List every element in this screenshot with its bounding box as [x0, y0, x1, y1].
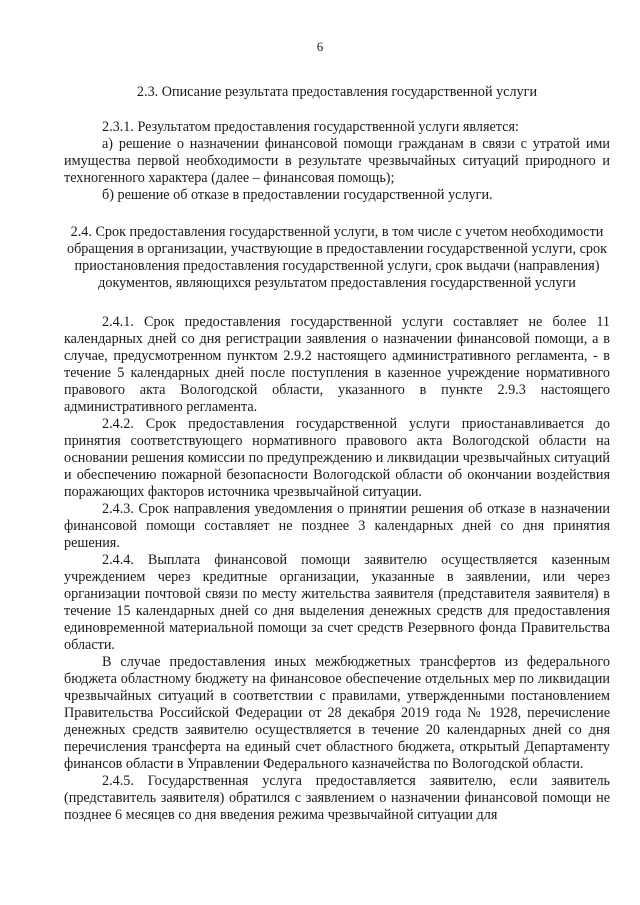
page-number: 6	[316, 39, 324, 54]
paragraph-2-3-1-b: б) решение об отказе в предоставлении государственной услуги.	[102, 187, 493, 203]
paragraph-2-4-4-transfers: В случае предоставления иных межбюджетных трансфертов из федерального бюджета областному бюджету на финансовое обеспечение отдельных мер по ликвидации чрезвычайных ситуаций в соответствии с правилами, утвержденными постановлением Правительства Российской Федерации от 28 декабря 2019 года № 1928, перечисление денежных средств заявителю осуществляется в течение 20 календарных дней со дня перечисления трансферта на единый счет областного бюджета, открытый Департаменту финансов области в Управлении Федерального казначейства по Вологодской области.	[64, 654, 610, 772]
paragraph-2-3-1-a: а) решение о назначении финансовой помощи гражданам в связи с утратой ими имущества первой необходимости в результате чрезвычайных ситуаций природного и техногенного характера (далее – финансовая помощь);	[64, 136, 610, 186]
paragraph-2-4-3: 2.4.3. Срок направления уведомления о принятии решения об отказе в назначении финансовой помощи составляет не позднее 3 календарных дней со дня принятия решения.	[64, 501, 610, 551]
paragraph-2-4-4: 2.4.4. Выплата финансовой помощи заявителю осуществляется казенным учреждением через кредитные организации, указанные в заявлении, или через организации почтовой связи по месту жительства заявителя (представителя заявителя) в течение 15 календарных дней со дня выделения денежных средств для предоставления единовременной материальной помощи за счет средств Резервного фонда Правительства области.	[64, 552, 610, 653]
paragraph-2-4-2: 2.4.2. Срок предоставления государственной услуги приостанавливается до принятия соответствующего нормативного правового акта Вологодской области на основании решения комиссии по предупреждению и ликвидации чрезвычайных ситуаций и обеспечению пожарной безопасности Вологодской области об окончании воздействия поражающих факторов источника чрезвычайной ситуации.	[64, 416, 610, 500]
paragraph-2-3-1: 2.3.1. Результатом предоставления государственной услуги является:	[102, 119, 519, 135]
section-2-3-heading: 2.3. Описание результата предоставления государственной услуги	[136, 84, 538, 100]
section-2-4-heading: 2.4. Срок предоставления государственной услуги, в том числе с учетом необходимости обращения в организации, участвующие в предоставлении государственной услуги, срок приостановления предоставления государственной услуги, срок выдачи (направления) документов, являющихся результатом предоставления государственной услуги	[67, 224, 607, 291]
paragraph-2-4-1: 2.4.1. Срок предоставления государственной услуги составляет не более 11 календарных дней со дня регистрации заявления о назначении финансовой помощи, а в случае, предусмотренном пунктом 2.9.2 настоящего административного регламента, - в течение 5 календарных дней после поступления в казенное учреждение нормативного правового акта Вологодской области, указанного в пункте 2.9.3 настоящего административного регламента.	[64, 314, 610, 415]
document-body	[64, 84, 610, 824]
paragraph-2-4-5: 2.4.5. Государственная услуга предоставляется заявителю, если заявитель (представитель заявителя) обратился с заявлением о назначении финансовой помощи не позднее 6 месяцев со дня введения режима чрезвычайной ситуации для	[64, 773, 610, 823]
